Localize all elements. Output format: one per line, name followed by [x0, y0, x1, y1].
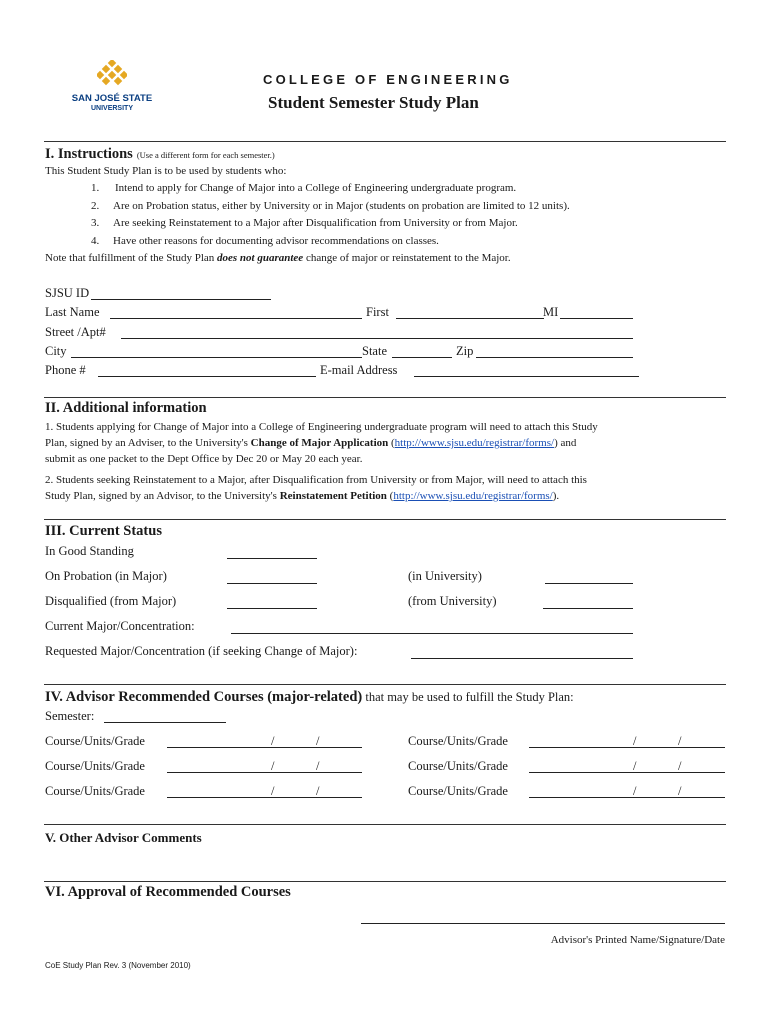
advisor-signature-field[interactable]: [361, 923, 725, 924]
sjsu-id-label: SJSU ID: [45, 286, 90, 300]
slash-separator: /: [678, 784, 682, 798]
courses-heading: IV. Advisor Recommended Courses (major-related): [45, 689, 363, 705]
registrar-forms-link[interactable]: http://www.sjsu.edu/registrar/forms/: [393, 490, 553, 502]
other-comments-heading: [45, 830, 202, 846]
additional-info-heading: II. Additional information: [45, 400, 207, 416]
last-name-field[interactable]: [110, 318, 362, 319]
slash-separator: /: [316, 784, 320, 798]
course-row-label: Course/Units/Grade: [408, 734, 508, 748]
instructions-intro: This Student Study Plan is to be used by students who:: [45, 165, 287, 177]
phone-field[interactable]: [98, 376, 316, 377]
para-text: (: [388, 437, 395, 449]
note-emphasis: does not guarantee: [217, 252, 304, 264]
college-name: COLLEGE OF ENGINEERING: [263, 72, 513, 87]
course-row-label: Course/Units/Grade: [408, 759, 508, 773]
instruction-item: Are on Probation status, either by University or in Major (students on probation are limited to 12 units).: [113, 200, 570, 212]
instruction-number: 2.: [91, 200, 100, 212]
courses-heading-rest: that may be used to fulfill the Study Plan:: [362, 690, 574, 704]
slash-separator: /: [678, 759, 682, 773]
state-label: State: [362, 344, 387, 358]
para-text: Study Plan, signed by an Advisor, to the University's: [45, 490, 280, 502]
comments-heading-text: V. Other Advisor Comments: [45, 830, 202, 845]
header-divider: [44, 141, 726, 142]
slash-separator: /: [271, 759, 275, 773]
street-field[interactable]: [121, 338, 633, 339]
email-field[interactable]: [414, 376, 639, 377]
registrar-forms-link[interactable]: http://www.sjsu.edu/registrar/forms/: [394, 437, 555, 449]
note-text: Note that fulfillment of the Study Plan: [45, 252, 218, 264]
mi-field[interactable]: [560, 318, 633, 319]
disqualified-major-field[interactable]: [227, 608, 317, 609]
zip-label: Zip: [456, 344, 474, 358]
probation-major-field[interactable]: [227, 583, 317, 584]
para-text: ).: [552, 490, 560, 502]
semester-label: Semester:: [45, 709, 95, 723]
zip-field[interactable]: [476, 357, 633, 358]
course-row-label: Course/Units/Grade: [45, 734, 145, 748]
sjsu-tower-logo-icon: [97, 60, 127, 88]
current-status-heading: III. Current Status: [45, 523, 162, 539]
semester-field[interactable]: [104, 722, 226, 723]
probation-university-field[interactable]: [545, 583, 633, 584]
section-divider: [44, 881, 726, 882]
course-field[interactable]: [529, 772, 725, 773]
first-name-field[interactable]: [396, 318, 544, 319]
additional-para1-line2: [45, 437, 576, 449]
course-row-label: Course/Units/Grade: [45, 759, 145, 773]
course-field[interactable]: [167, 797, 362, 798]
slash-separator: /: [316, 759, 320, 773]
disqualified-university-label: (from University): [408, 594, 497, 608]
sjsu-id-field[interactable]: [91, 299, 271, 300]
state-field[interactable]: [392, 357, 452, 358]
para-text: Plan, signed by an Adviser, to the University's: [45, 437, 251, 449]
probation-university-label: (in University): [408, 569, 482, 583]
requested-major-field[interactable]: [411, 658, 633, 659]
course-row-label: Course/Units/Grade: [45, 784, 145, 798]
slash-separator: /: [271, 734, 275, 748]
form-name: Reinstatement Petition: [279, 490, 387, 502]
slash-separator: /: [678, 734, 682, 748]
slash-separator: /: [633, 759, 637, 773]
street-label: Street /Apt#: [45, 325, 106, 339]
course-row-label: Course/Units/Grade: [408, 784, 508, 798]
approval-heading: VI. Approval of Recommended Courses: [45, 884, 291, 900]
slash-separator: /: [633, 784, 637, 798]
page-title: Student Semester Study Plan: [268, 93, 479, 112]
courses-heading-row: [45, 688, 574, 706]
study-plan-note: [45, 252, 511, 264]
advisor-signature-caption: Advisor's Printed Name/Signature/Date: [550, 934, 725, 946]
form-name: Change of Major Application: [250, 437, 389, 449]
slash-separator: /: [271, 784, 275, 798]
last-name-label: Last Name: [45, 305, 100, 319]
city-field[interactable]: [71, 357, 362, 358]
section-heading: I. Instructions: [45, 146, 133, 162]
additional-para2-line1: 2. Students seeking Reinstatement to a Major, after Disqualification from University or from Major, will need to attach this: [45, 474, 587, 486]
course-field[interactable]: [167, 747, 362, 748]
instruction-number: 3.: [91, 217, 100, 229]
good-standing-field[interactable]: [227, 558, 317, 559]
instruction-number: 4.: [91, 235, 100, 247]
additional-para1-line3: submit as one packet to the Dept Office by Dec 20 or May 20 each year.: [45, 453, 363, 465]
instructions-heading-row: [45, 145, 275, 163]
current-major-label: Current Major/Concentration:: [45, 619, 195, 633]
additional-para1-line1: 1. Students applying for Change of Major into a College of Engineering undergraduate program will need to attach this Study: [45, 421, 598, 433]
section-note: (Use a different form for each semester.): [136, 150, 275, 160]
city-label: City: [45, 344, 67, 358]
section-divider: [44, 397, 726, 398]
disqualified-major-label: Disqualified (from Major): [45, 594, 177, 608]
instruction-number: 1.: [91, 182, 100, 194]
logo-university-name: SAN JOSÉ STATE: [71, 93, 153, 104]
section-divider: [44, 684, 726, 685]
course-field[interactable]: [529, 797, 725, 798]
disqualified-university-field[interactable]: [543, 608, 633, 609]
slash-separator: /: [316, 734, 320, 748]
slash-separator: /: [633, 734, 637, 748]
para-text: (: [386, 490, 394, 502]
requested-major-label: Requested Major/Concentration (if seeking Change of Major):: [45, 644, 358, 658]
section-divider: [44, 519, 726, 520]
revision-footer: CoE Study Plan Rev. 3 (November 2010): [45, 961, 191, 970]
course-field[interactable]: [529, 747, 725, 748]
course-field[interactable]: [167, 772, 362, 773]
note-text: change of major or reinstatement to the Major.: [303, 252, 511, 264]
first-name-label: First: [366, 305, 389, 319]
email-label: E-mail Address: [320, 363, 398, 377]
probation-major-label: On Probation (in Major): [45, 569, 167, 583]
phone-label: Phone #: [45, 363, 86, 377]
instruction-item: Intend to apply for Change of Major into a College of Engineering undergraduate program.: [115, 182, 517, 194]
additional-para2-line2: [45, 490, 559, 502]
good-standing-label: In Good Standing: [45, 544, 134, 558]
instruction-item: Are seeking Reinstatement to a Major after Disqualification from University or from Major.: [113, 217, 518, 229]
current-major-field[interactable]: [231, 633, 633, 634]
mi-label: MI: [543, 305, 559, 319]
logo-university-sub: UNIVERSITY: [90, 105, 133, 112]
section-divider: [44, 824, 726, 825]
para-text: ) and: [554, 437, 577, 449]
sjsu-logo: [60, 60, 164, 120]
instruction-item: Have other reasons for documenting advisor recommendations on classes.: [113, 235, 439, 247]
